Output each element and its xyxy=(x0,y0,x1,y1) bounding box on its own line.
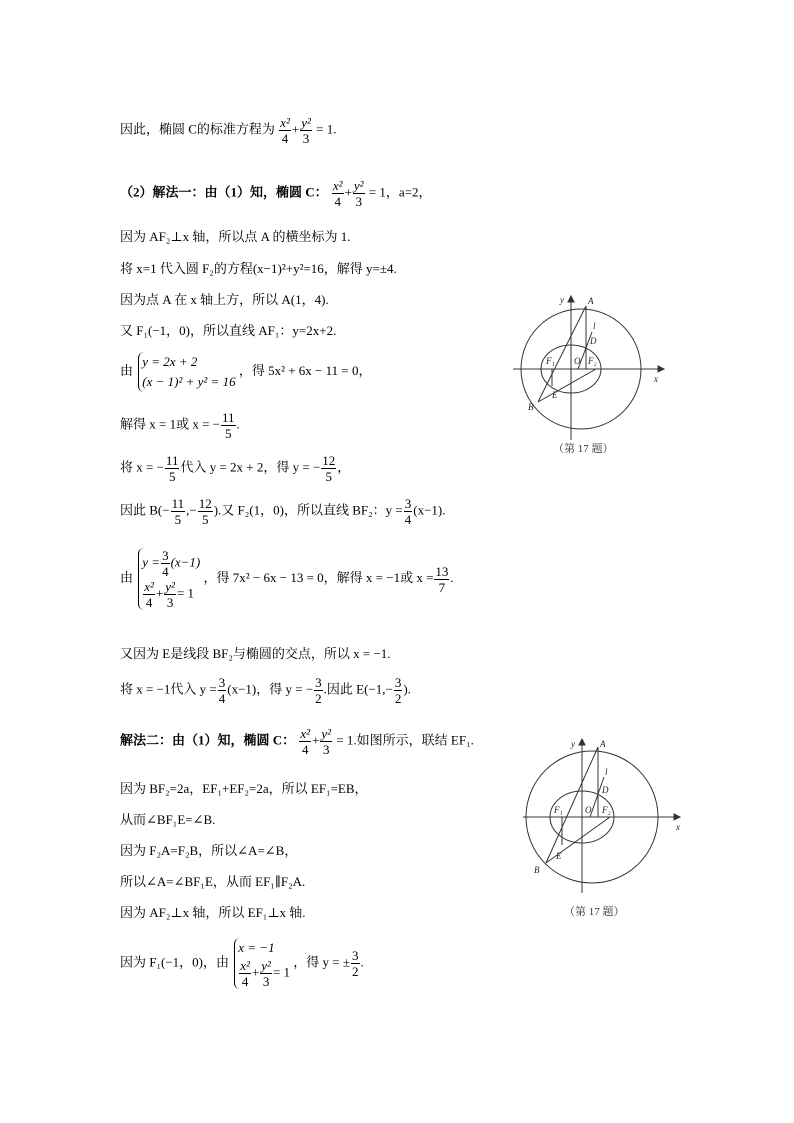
text: (x−1)，得 y = − xyxy=(227,681,314,697)
line-10 xyxy=(120,496,445,527)
text: . xyxy=(236,416,240,432)
text: (x − 1)² + y² = 16 xyxy=(142,374,236,389)
fraction: $\frac{3}{2}$ xyxy=(352,948,359,979)
line-17: 因为 F₂A=F₂B，所以∠A=∠B， xyxy=(120,843,298,858)
text: y = 2x + 2 xyxy=(142,354,198,369)
x-arrow xyxy=(674,814,680,820)
text: ，得 5x² + 6x − 11 = 0， xyxy=(238,362,372,378)
text: （2）解法一：由（1）知，椭圆 C： xyxy=(120,184,328,200)
label-d: D xyxy=(590,336,597,346)
text: ，得 y = ± xyxy=(293,954,351,970)
fraction: $\frac{3}{4}$ xyxy=(218,675,226,706)
figure-caption: （第 17 题） xyxy=(553,443,614,455)
text: 因此，椭圆 C的标准方程为 xyxy=(120,121,275,137)
equation-system: y = $\frac{3}{4}$ (x−1) $\frac{\text{x²}}{4}$ + $\frac{\text{y²}}{3}$ = 1 xyxy=(138,548,200,610)
text: 将 x = − xyxy=(120,459,164,475)
label-o: O xyxy=(574,356,581,366)
line-12: 又因为 E是线段 BF₂与椭圆的交点，所以 x = −1. xyxy=(120,646,391,661)
fraction: $\frac{\text{x²}}{4}$ xyxy=(240,958,250,989)
text: (x−1). xyxy=(413,502,446,518)
text: ，a=2， xyxy=(385,184,432,200)
x-arrow xyxy=(658,366,664,372)
fraction: $\frac{\text{x²}}{4}$ xyxy=(332,178,343,209)
fraction: $\frac{11}{5}$ xyxy=(222,410,235,441)
fraction: $\frac{\text{y²}}{3}$ xyxy=(353,178,364,209)
equation-system xyxy=(138,352,235,392)
fraction: $\frac{\text{x²}}{4}$ xyxy=(300,726,311,757)
text: 解法二：由（1）知，椭圆 C： xyxy=(120,732,296,748)
text: 代入 y = 2x + 2，得 y = − xyxy=(180,459,321,475)
line-20 xyxy=(120,938,364,989)
label-b: B xyxy=(528,402,534,412)
line-15: 因为 BF₂=2a，EF₁+EF₂=2a，所以 EF₁=EB， xyxy=(120,781,368,796)
label-x: x xyxy=(654,374,658,384)
equation-system: x = −1 $\frac{\text{x²}}{4}$ + $\frac{\text{y²}}{3}$ = 1 xyxy=(234,938,290,989)
text: 如图所示，联结 EF₁. xyxy=(356,732,474,748)
line-8 xyxy=(120,410,240,441)
fraction: $\frac{12}{5}$ xyxy=(322,453,336,484)
fraction: $\frac{\text{x²}}{4}$ xyxy=(280,115,290,146)
label-b: B xyxy=(534,865,540,875)
line-11 xyxy=(120,548,454,610)
text: . xyxy=(360,954,364,970)
fraction: $\frac{12}{5}$ xyxy=(198,496,212,527)
label-o: O xyxy=(585,805,592,815)
line-14: 解法二：由（1）知，椭圆 C： $\frac{\text{x²}}{4}$ + $\frac{\text{y²}}{3}$ = 1.如图所示，联结 EF₁. xyxy=(120,726,474,757)
text: x = −1 xyxy=(238,940,275,955)
line-1: 因此，椭圆 C的标准方程为 $\frac{\text{x²}}{4}$ + $\frac{\text{y²}}{3}$ = 1. xyxy=(120,115,337,146)
text: = 1. xyxy=(336,732,357,748)
text: ，得 7x² − 6x − 13 = 0，解得 x = −1或 x = xyxy=(203,569,434,585)
line-6: 又 F₁(−1，0)，所以直线 AF₁：y=2x+2. xyxy=(120,323,337,338)
line-16: 从而∠BF₁E=∠B. xyxy=(120,812,216,827)
fraction: $\frac{11}{5}$ xyxy=(171,496,185,527)
text: . xyxy=(450,569,454,585)
line-3: 因为 AF₂⊥x 轴，所以点 A 的横坐标为 1. xyxy=(120,229,351,244)
fraction: $\frac{13}{7}$ xyxy=(435,563,449,595)
figure-1 xyxy=(508,292,678,462)
text: = 1. xyxy=(316,121,337,137)
text: 因此 B(− xyxy=(120,502,170,518)
text: 将 x = −1代入 y = xyxy=(120,681,217,697)
fraction: $\frac{\text{y²}}{3}$ xyxy=(165,579,175,610)
text: 因为 F₁(−1，0)，由 xyxy=(120,954,230,970)
figure-caption: （第 17 题） xyxy=(564,906,625,918)
line-4: 将 x=1 代入圆 F₂的方程(x−1)²+y²=16，解得 y=±4. xyxy=(120,261,397,276)
line-2: （2）解法一：由（1）知，椭圆 C： $\frac{\text{x²}}{4}$ + $\frac{\text{y²}}{3}$ = 1，a=2， xyxy=(120,178,432,209)
fraction: $\frac{3}{2}$ xyxy=(394,675,402,706)
text: ). xyxy=(403,681,411,697)
label-f1: F₁ xyxy=(554,805,563,815)
label-f2: F₂ xyxy=(602,805,611,815)
fraction: $\frac{\text{y²}}{3}$ xyxy=(261,958,271,989)
text: 解得 x = 1或 x = − xyxy=(120,416,220,432)
label-a: A xyxy=(600,739,606,749)
line-7 xyxy=(120,352,372,392)
y-arrow xyxy=(579,739,585,745)
text: 由 xyxy=(120,569,134,585)
fraction: $\frac{\text{y²}}{3}$ xyxy=(301,115,311,146)
line-18: 所以∠A=∠BF₁E，从而 EF₁∥F₂A. xyxy=(120,874,306,889)
fraction: $\frac{\text{y²}}{3}$ xyxy=(321,726,332,757)
fraction: $\frac{\text{x²}}{4}$ xyxy=(144,579,154,610)
label-e: E xyxy=(556,851,562,861)
line-9 xyxy=(120,453,350,484)
text: .因此 E(−1,− xyxy=(323,681,393,697)
fraction: $\frac{11}{5}$ xyxy=(165,453,179,484)
fraction: $\frac{3}{2}$ xyxy=(315,675,322,706)
label-l: l xyxy=(605,767,608,777)
label-l: l xyxy=(593,321,596,331)
text: = 1 xyxy=(368,184,386,200)
line-19: 因为 AF₂⊥x 轴，所以 EF₁⊥x 轴. xyxy=(120,905,306,920)
label-a: A xyxy=(588,296,594,306)
fraction: $\frac{3}{4}$ xyxy=(404,496,412,527)
label-d: D xyxy=(602,785,609,795)
line-13 xyxy=(120,675,411,706)
text: ， xyxy=(337,459,351,475)
label-f1: F₁ xyxy=(546,356,555,366)
label-y: y xyxy=(560,295,564,305)
text: 由 xyxy=(120,362,134,378)
label-f2: F₂ xyxy=(588,356,597,366)
y-arrow xyxy=(568,296,574,302)
label-y: y xyxy=(571,739,575,749)
text: ).又 F₂(1，0)，所以直线 BF₂：y = xyxy=(213,502,403,518)
figure-2 xyxy=(518,733,688,923)
fraction: $\frac{3}{4}$ xyxy=(162,548,169,579)
label-x: x xyxy=(676,822,680,832)
label-e: E xyxy=(552,390,558,400)
line-5: 因为点 A 在 x 轴上方，所以 A(1，4). xyxy=(120,292,329,307)
text: ,− xyxy=(186,502,197,518)
